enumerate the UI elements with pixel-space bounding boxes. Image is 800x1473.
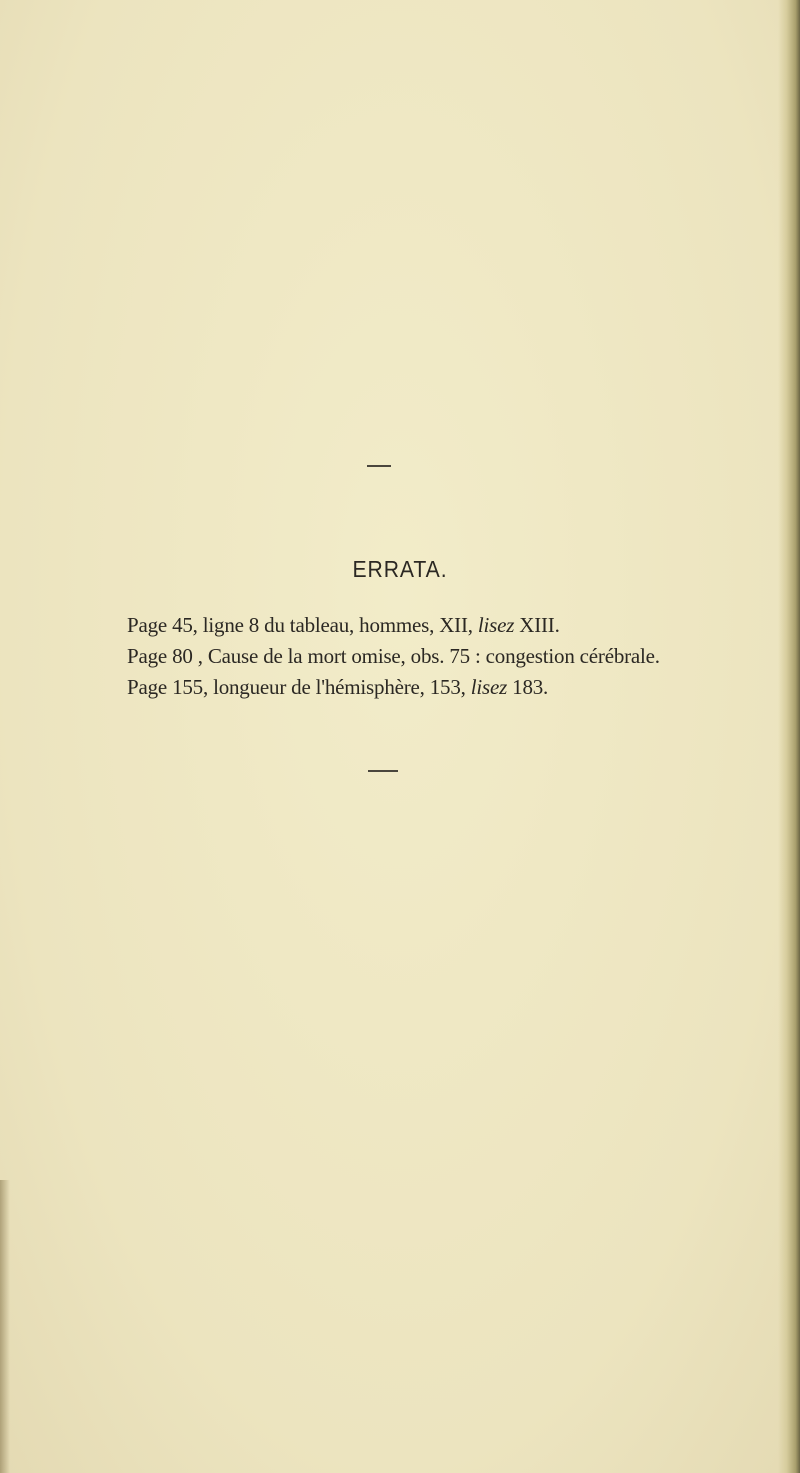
- errata-lisez: lisez: [477, 613, 515, 637]
- errata-entry-text: Page 155, longueur de l'hémisphère, 153,: [127, 675, 471, 699]
- page-edge-shadow: [778, 0, 800, 1473]
- errata-entry: [127, 672, 767, 703]
- errata-title: ERRATA.: [352, 556, 448, 582]
- errata-lisez: lisez: [470, 675, 508, 699]
- errata-entry: [127, 610, 767, 641]
- top-rule: [367, 465, 391, 467]
- errata-entry: [127, 641, 767, 672]
- errata-correction: 183.: [507, 675, 549, 699]
- errata-entry-text: Page 45, ligne 8 du tableau, hommes, XII,: [127, 613, 478, 637]
- bottom-rule: [368, 770, 398, 772]
- errata-entry-text: Page 80 , Cause de la mort omise, obs. 75 : congestion cérébrale.: [127, 644, 660, 668]
- errata-list: [127, 610, 767, 703]
- page-binding-shadow: [0, 1180, 10, 1473]
- errata-correction: XIII.: [514, 613, 560, 637]
